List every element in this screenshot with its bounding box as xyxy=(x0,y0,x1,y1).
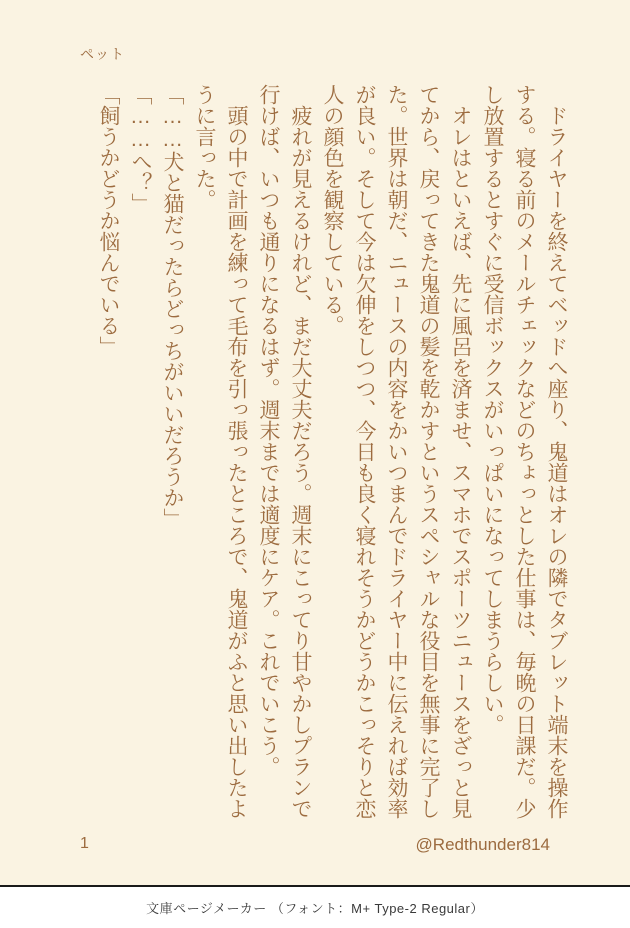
story-text xyxy=(92,84,572,838)
paragraph: 頭の中で計画を練って毛布を引っ張ったところで、鬼道がふと思い出したように言った。 xyxy=(193,84,248,819)
paragraph: 疲れが見えるけれど、まだ大丈夫だろう。週末にこってり甘やかしプランで行けば、いつも通りになるはず。週末までは適度にケア。これでいこう。 xyxy=(257,84,312,819)
paragraph: 「飼うかどうか悩んでいる」 xyxy=(97,84,120,357)
paragraph: オレはといえば、先に風呂を済ませ、スマホでスポーツニュースをざっと見てから、戻ってきた鬼道の髪を乾かすというスペシャルな役目を無事に完了した。世界は朝だ、ニュースの内容をかいつまんでドライヤー中に伝えれば効率が良い。そして今は欠伸をしつつ、今日も良く寝れそうかどうかこっそりと恋人の顔色を観察している。 xyxy=(321,84,472,819)
paragraph: ドライヤーを終えてベッドへ座り、鬼道はオレの隣でタブレット端末を操作する。寝る前のメールチェックなどのちょっとした仕事は、毎晩の日課だ。少し放置するとすぐに受信ボックスがいっぱいになってしまうらしい。 xyxy=(481,84,568,819)
page-bottom-row xyxy=(0,835,630,861)
paragraph: 「……犬と猫だったらどっちがいいだろうか」 xyxy=(161,84,184,529)
page-title: ペット xyxy=(80,46,125,62)
author-handle: @Redthunder814 xyxy=(415,835,550,854)
app-footer-label: 文庫ページメーカー （フォント：M+ Type-2 Regular） xyxy=(146,901,484,916)
app-footer xyxy=(0,887,630,928)
paragraph: 「……へ？」 xyxy=(129,84,152,214)
page-number: 1 xyxy=(80,835,89,852)
